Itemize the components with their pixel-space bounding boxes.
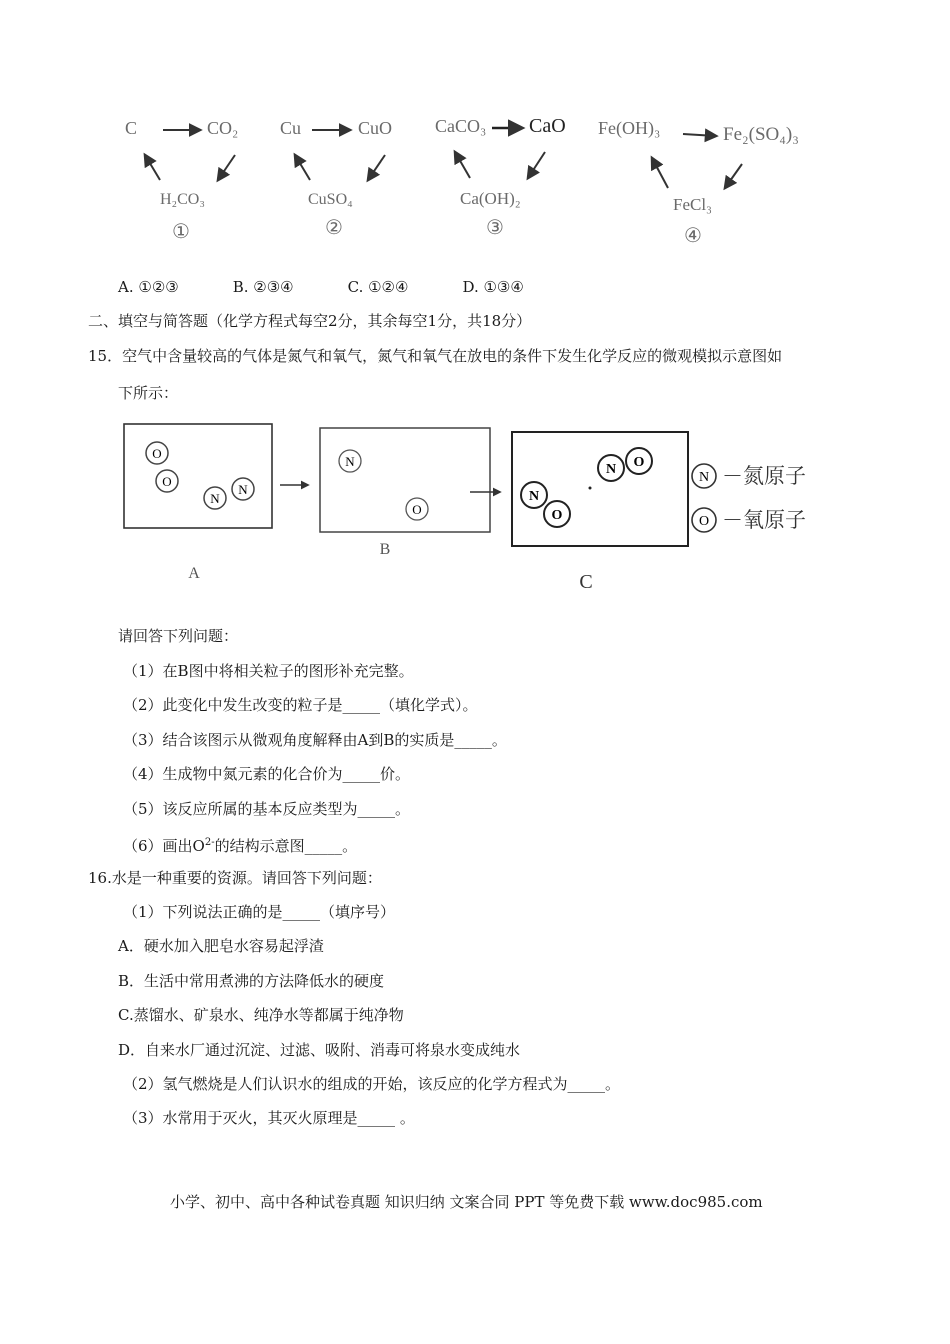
q15-item-6-post: 的结构示意图_____。 [214, 837, 358, 855]
atom-label: N [345, 454, 355, 469]
q15-item-6-pre: （6）画出O [123, 837, 205, 855]
legend-oxygen-label: －氧原子 [722, 508, 806, 532]
q15-item-1: （1）在B图中将相关粒子的图形补充完整。 [123, 662, 414, 680]
q15-item-4: （4）生成物中氮元素的化合价为_____价。 [123, 765, 411, 783]
legend-oxygen [692, 508, 806, 532]
q15-stem-line2: 下所示： [118, 384, 179, 402]
cycle-2-number: ② [325, 217, 343, 239]
q16-item-3: （3）水常用于灭火，其灭火原理是_____ 。 [123, 1109, 415, 1127]
q14-options [118, 277, 578, 297]
q14-option-a: A. ①②③ [118, 278, 179, 296]
q15-item-3: （3）结合该图示从微观角度解释由A到B的实质是_____。 [123, 731, 507, 749]
atom-label: N [698, 470, 710, 485]
reaction-cycles-figure [0, 100, 950, 250]
dot-mark [589, 487, 592, 490]
q15-prompt: 请回答下列问题： [118, 627, 239, 645]
panel-a-label: A [188, 565, 200, 582]
cycle-3-top-right: CaO [529, 115, 566, 137]
cycle-3 [435, 115, 566, 239]
q15-item-2: （2）此变化中发生改变的粒子是_____（填化学式）。 [123, 696, 478, 714]
cycle-1-top-right: CO₂ [207, 118, 239, 138]
no-molecule-c1 [521, 482, 570, 527]
cycle-2-bottom: CuSO₄ [308, 191, 353, 208]
panel-c-label: C [579, 571, 593, 593]
atom-label: O [633, 455, 645, 470]
q14-option-b: B. ②③④ [232, 278, 294, 296]
q16-option-d: D．自来水厂通过沉淀、过滤、吸附、消毒可将泉水变成纯水 [118, 1041, 521, 1059]
nitrogen-atom-b [339, 450, 361, 472]
cycle-4-top-right: Fe₂(SO₄)₃ [723, 124, 799, 145]
atom-label: N [605, 462, 617, 477]
cycle-2-top-left: Cu [280, 118, 302, 138]
cycle-2 [280, 118, 392, 239]
oxygen-atom-b [406, 498, 428, 520]
cycle-1-number: ① [172, 221, 190, 243]
atom-label: N [210, 491, 220, 506]
cycle-1-top-left: C [125, 118, 138, 138]
cycle-4-number: ④ [684, 225, 702, 247]
oxygen-molecule-a [146, 442, 178, 492]
cycle-1-bottom: H₂CO₃ [160, 191, 205, 208]
panel-b [320, 428, 490, 532]
cycle-3-number: ③ [486, 217, 504, 239]
section-2-title: 二、填空与简答题（化学方程式每空2分，其余每空1分，共18分） [88, 312, 532, 330]
atom-label: O [152, 446, 162, 461]
no-molecule-c2 [598, 448, 652, 481]
q14-option-c: C. ①②④ [347, 278, 409, 296]
atom-label: O [412, 502, 422, 517]
q15-item-5: （5）该反应所属的基本反应类型为_____。 [123, 800, 411, 818]
cycle-2-top-right: CuO [358, 118, 393, 138]
panel-b-label: B [379, 541, 391, 558]
cycle-3-bottom: Ca(OH)₂ [460, 189, 521, 208]
legend-nitrogen [692, 464, 806, 488]
cycle-3-top-left: CaCO₃ [435, 116, 487, 136]
legend-nitrogen-label: －氮原子 [722, 464, 806, 488]
micro-model-diagram [110, 410, 840, 595]
q16-option-b: B．生活中常用煮沸的方法降低水的硬度 [118, 972, 385, 990]
q14-option-d: D. ①③④ [462, 278, 524, 296]
q16-stem: 16.水是一种重要的资源。请回答下列问题： [88, 869, 382, 887]
q16-option-c: C.蒸馏水、矿泉水、纯净水等都属于纯净物 [118, 1006, 404, 1024]
atom-label: O [698, 514, 710, 529]
q16-item-2: （2）氢气燃烧是人们认识水的组成的开始，该反应的化学方程式为_____。 [123, 1075, 621, 1093]
nitrogen-molecule-a [204, 478, 254, 509]
q16-item-1: （1）下列说法正确的是_____（填序号） [123, 903, 396, 921]
q15-item-6 [123, 833, 357, 856]
atom-label: N [238, 482, 248, 497]
atom-label: O [551, 508, 563, 523]
q16-option-a: A．硬水加入肥皂水容易起浮渣 [118, 937, 324, 955]
q15-item-6-sup: 2- [204, 837, 215, 848]
cycle-1 [125, 118, 238, 243]
cycle-4-bottom: FeCl₃ [673, 195, 712, 214]
page-footer: 小学、初中、高中各种试卷真题 知识归纳 文案合同 PPT 等免费下载 www.doc985.com [170, 1193, 763, 1211]
atom-label: N [528, 489, 540, 504]
panel-a [124, 424, 272, 528]
q15-stem-line1: 15．空气中含量较高的气体是氮气和氧气，氮气和氧气在放电的条件下发生化学反应的微观模拟示意图如 [88, 347, 783, 365]
cycle-4-top-left: Fe(OH)₃ [598, 118, 661, 138]
atom-label: O [162, 474, 172, 489]
cycle-4 [598, 118, 799, 247]
